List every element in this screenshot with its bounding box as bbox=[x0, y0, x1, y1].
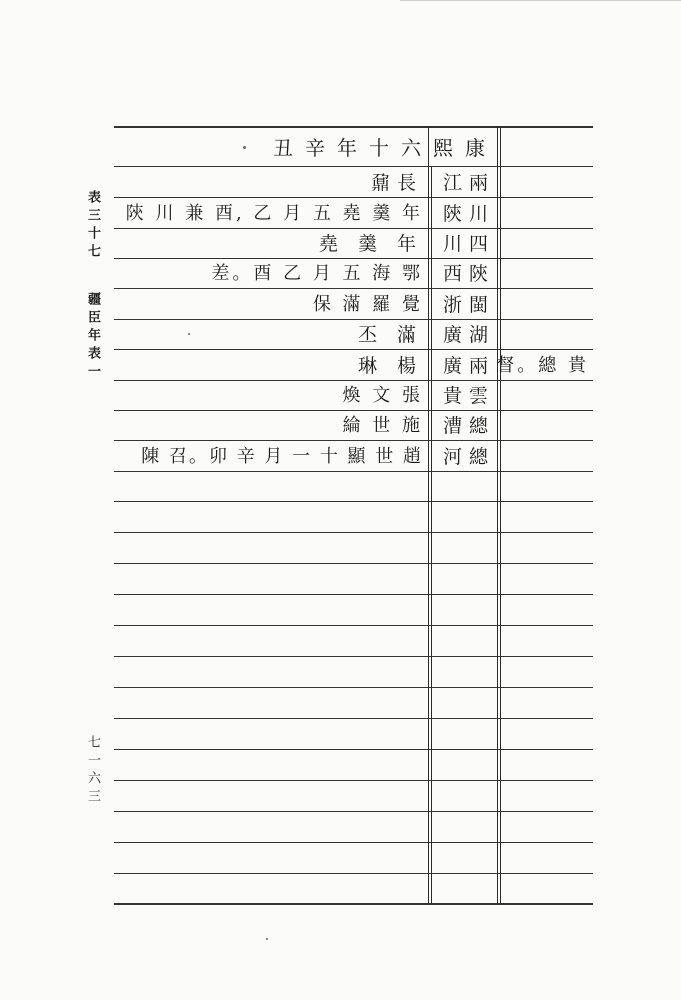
row-line bbox=[114, 749, 593, 750]
governor-general-note: 督。總 貴 bbox=[496, 355, 589, 376]
column-divider-office bbox=[428, 126, 429, 903]
row-line bbox=[114, 471, 593, 472]
holder-cell: 陳 召。卯 辛 月 一 十 顯 世 趙 bbox=[141, 446, 423, 467]
holder-cell: 堯 羹 年 bbox=[318, 233, 423, 255]
ink-dot bbox=[188, 333, 190, 335]
row-line bbox=[114, 656, 593, 657]
holder-cell: 綸 世 施 bbox=[342, 415, 423, 436]
office-cell: 廣湖 bbox=[442, 324, 495, 346]
office-cell: 漕總 bbox=[442, 415, 495, 437]
scan-edge-line bbox=[400, 0, 681, 1]
row-line bbox=[114, 842, 593, 843]
margin-subheader: 疆臣年表一 bbox=[85, 292, 100, 382]
office-cell: 陝川 bbox=[442, 203, 495, 225]
office-cell: 河總 bbox=[442, 446, 495, 468]
office-cell: 廣兩 bbox=[442, 355, 495, 377]
office-cell: 貴雲 bbox=[442, 385, 495, 407]
row-line bbox=[114, 687, 593, 688]
holder-cell: 差。酉 乙 月 五 海 鄂 bbox=[211, 263, 423, 284]
margin-header: 表三十七 bbox=[85, 190, 100, 262]
row-line bbox=[114, 780, 593, 781]
ink-dot bbox=[243, 146, 246, 149]
column-divider-office-double bbox=[431, 166, 432, 903]
holder-cell: 保 滿 羅 覺 bbox=[312, 294, 423, 315]
row-line bbox=[114, 410, 593, 411]
row-line bbox=[114, 625, 593, 626]
office-cell: 川四 bbox=[442, 233, 495, 255]
row-line bbox=[114, 811, 593, 812]
holder-cell: 鼐長 bbox=[370, 172, 423, 194]
row-line bbox=[114, 594, 593, 595]
holder-cell: 丕 滿 bbox=[357, 324, 423, 346]
table-bottom-border bbox=[114, 903, 593, 905]
holder-cell: 琳 楊 bbox=[357, 355, 423, 377]
office-cell: 西陝 bbox=[442, 263, 495, 285]
row-line bbox=[114, 380, 593, 381]
row-line bbox=[114, 166, 593, 167]
office-cell: 江兩 bbox=[442, 172, 495, 194]
row-line bbox=[114, 873, 593, 874]
row-line bbox=[114, 349, 593, 350]
holder-cell: 煥 文 張 bbox=[342, 385, 423, 406]
row-line bbox=[114, 532, 593, 533]
row-line bbox=[114, 440, 593, 441]
row-line bbox=[114, 288, 593, 289]
year-header: 丑辛年十六熙康 bbox=[273, 136, 497, 160]
table-top-border bbox=[114, 126, 593, 128]
row-line bbox=[114, 501, 593, 502]
row-line bbox=[114, 563, 593, 564]
office-cell: 浙閩 bbox=[442, 294, 495, 316]
ink-dot bbox=[266, 938, 268, 940]
row-line bbox=[114, 718, 593, 719]
column-divider-right bbox=[497, 126, 498, 903]
row-line bbox=[114, 197, 593, 198]
column-divider-right-double bbox=[500, 126, 501, 903]
row-line bbox=[114, 319, 593, 320]
row-line bbox=[114, 258, 593, 259]
holder-cell: 陝 川 兼 酉, 乙 月 五 堯 羹 年 bbox=[125, 203, 423, 224]
row-line bbox=[114, 228, 593, 229]
margin-page-number: 七一六三 bbox=[85, 735, 100, 807]
